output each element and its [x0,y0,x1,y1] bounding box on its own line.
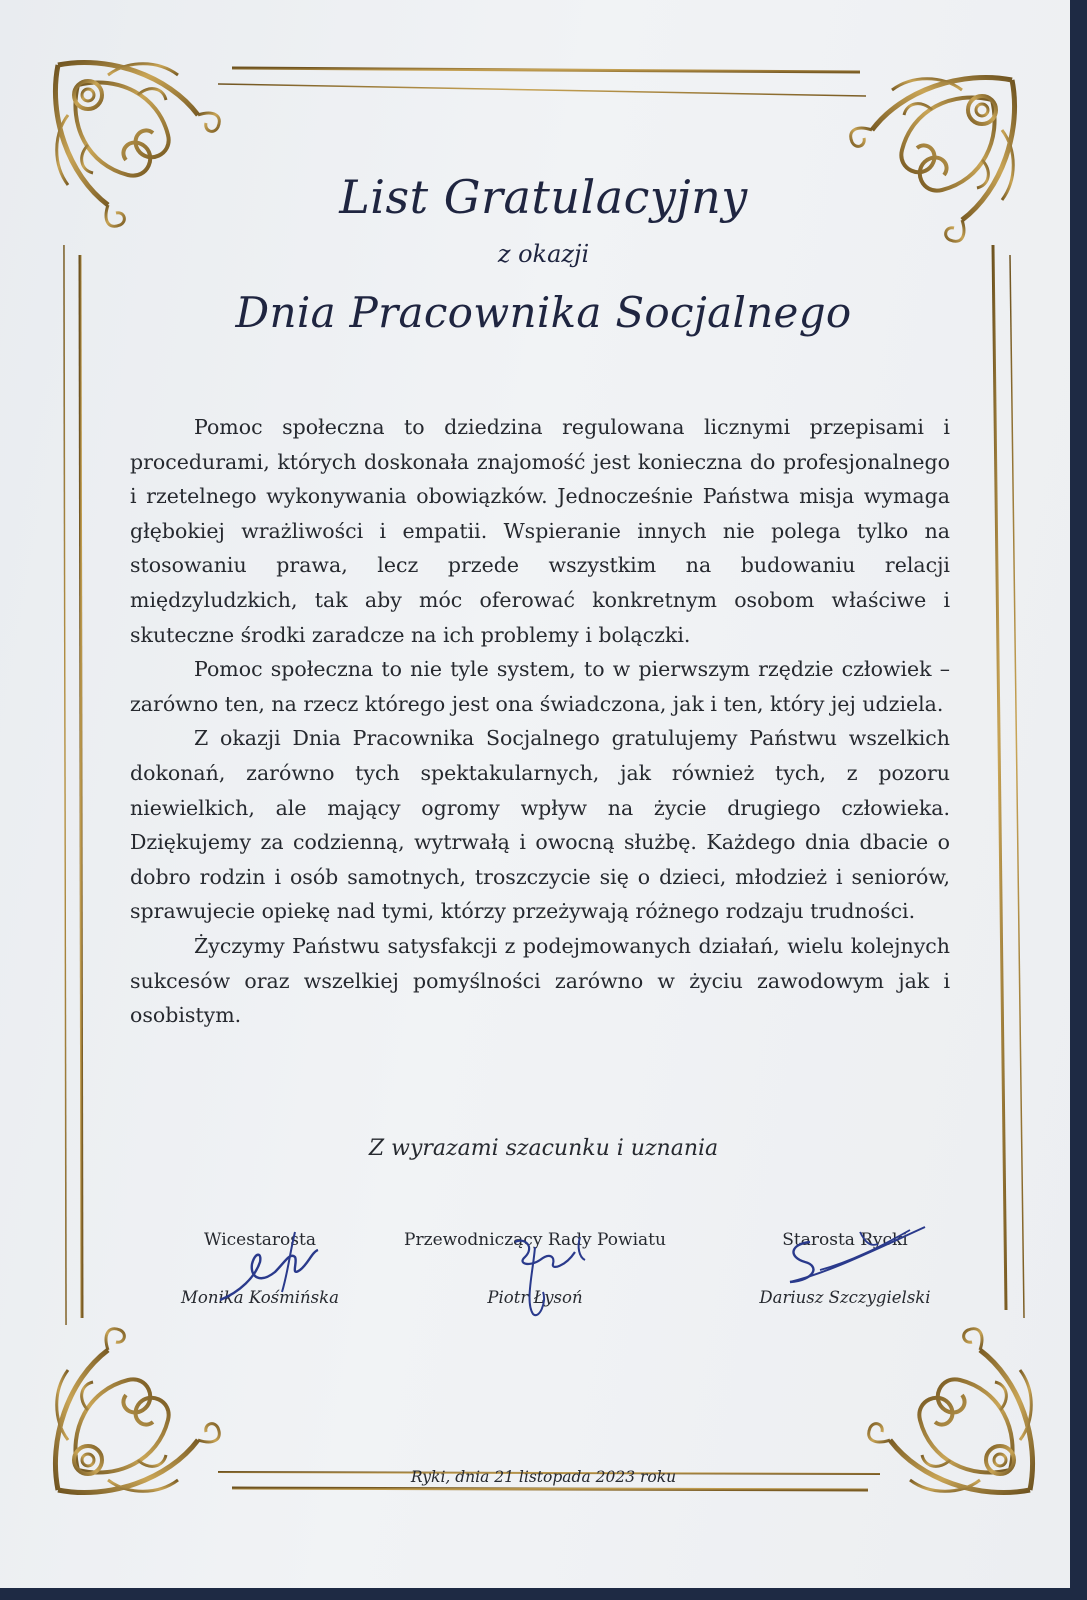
document-subtitle: z okazji [497,240,590,268]
signatory-role: Przewodniczący Rady Powiatu [404,1230,666,1250]
signature-block-council-chairman [385,1230,685,1307]
paragraph-3: Z okazji Dnia Pracownika Socjalnego gratulujemy Państwu wszelkich dokonań, zarówno tych spektakularnych, jak również tych, z pozoru niewielkich, ale mający ogromy wpływ na życie drugiego człowieka. Dziękujemy za codzienną, wytrwałą i owocną służbę. Każdego dnia dbacie o dobro rodzin i osób samotnych, troszczycie się o dzieci, młodzież i seniorów, sprawujecie opiekę nad tymi, którzy przeżywają różnego rodzaju trudności. [130,726,950,924]
document-title: List Gratulacyjny [339,170,748,224]
signatory-name: Monika Kośmińska [181,1288,339,1307]
signatory-role: Wicestarosta [204,1230,316,1250]
closing-phrase: Z wyrazami szacunku i uznania [368,1136,719,1161]
paragraph-2: Pomoc społeczna to nie tyle system, to w pierwszym rzędzie człowiek – zarówno ten, na rzecz którego jest ona świadczona, jak i ten, który jej udziela. [130,657,950,716]
paragraph-1: Pomoc społeczna to dziedzina regulowana licznymi przepisami i procedurami, których doskonała znajomość jest konieczna do profesjonalnego i rzetelnego wykonywania obowiązków. Jednocześnie Państwa misja wymaga głębokiej wrażliwości i empatii. Wspieranie innych nie polega tylko na stosowaniu prawa, lecz przede wszystkim na budowaniu relacji międzyludzkich, tak aby móc oferować konkretnym osobom właściwe i skuteczne środki zaradcze na ich problemy i bolączki. [130,415,950,647]
signatory-name: Piotr Łysoń [487,1288,583,1307]
handwritten-signature-icon [760,1222,930,1302]
letter-body [130,410,950,1033]
paragraph-4: Życzymy Państwu satysfakcji z podejmowanych działań, wielu kolejnych sukcesów oraz wszelkiej pomyślności zarówno w życiu zawodowym jak i osobistym. [130,933,950,1028]
place-and-date: Ryki, dnia 21 listopada 2023 roku [410,1468,677,1486]
signatory-role: Starosta Rycki [782,1230,908,1250]
handwritten-signature-icon [200,1222,330,1312]
handwritten-signature-icon [495,1222,605,1322]
signature-block-vice-starosta [160,1230,360,1307]
signature-block-starosta [740,1230,950,1307]
signatory-name: Dariusz Szczygielski [759,1288,931,1307]
occasion-heading: Dnia Pracownika Socjalnego [235,288,852,337]
